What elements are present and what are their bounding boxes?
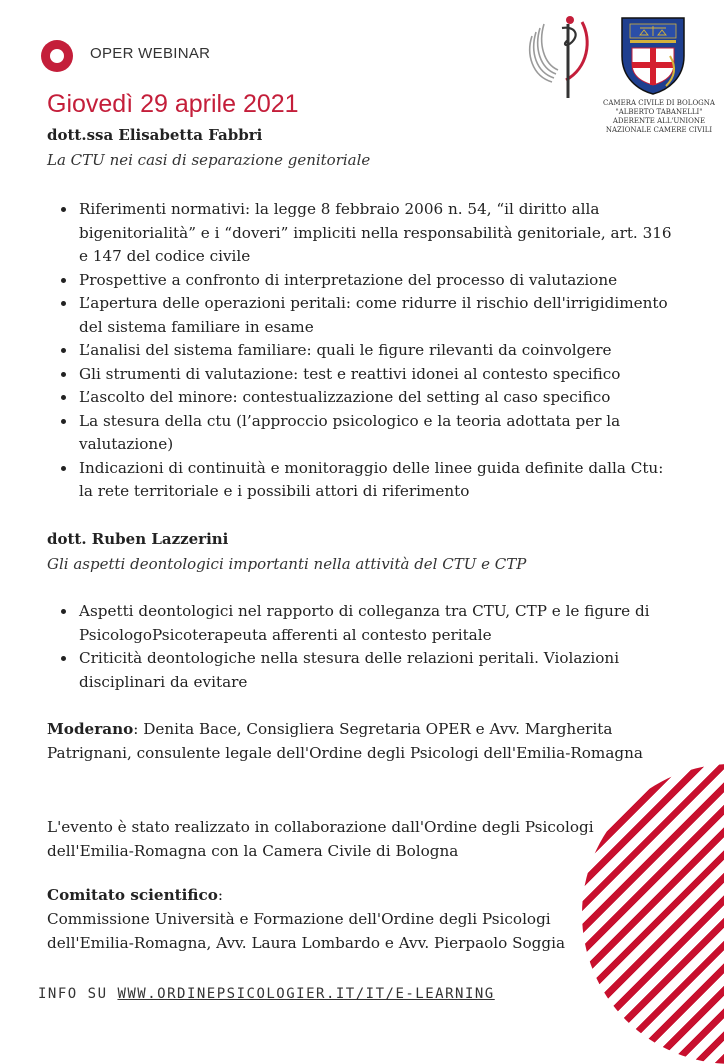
seal-caption-line: NAZIONALE CAMERE CIVILI	[605, 126, 713, 134]
speaker2-name: dott. Ruben Lazzerini	[47, 530, 229, 548]
collaboration-paragraph: L'evento è stato realizzato in collaborazione dall'Ordine degli Psicologi dell'Emilia-Romagna con la Camera Civile di Bologna	[47, 818, 594, 860]
list-item: • L’analisi del sistema familiare: quali le figure rilevanti da coinvolgere	[77, 339, 677, 363]
speaker2-talk-title: Gli aspetti deontologici importanti nella attività del CTU e CTP	[47, 555, 527, 573]
list-item: • La stesura della ctu (l’approccio psicologico e la teoria adottata per la valutazione)	[77, 410, 677, 457]
list-item: • L’ascolto del minore: contestualizzazione del setting al caso specifico	[77, 386, 677, 410]
footer-prefix: INFO SU	[38, 986, 118, 1002]
committee-heading	[47, 883, 607, 907]
seal-caption-line: CAMERA CIVILE DI BOLOGNA	[603, 99, 715, 107]
seal-caption-line: "ALBERTO TABANELLI"	[615, 108, 703, 116]
speaker1-name: dott.ssa Elisabetta Fabbri	[47, 126, 263, 144]
list-item: • Riferimenti normativi: la legge 8 febbraio 2006 n. 54, “il diritto alla bigenitorialità” e i “doveri” impliciti nella responsabilità genitoriale, art. 316 e 147 del codice civile	[77, 198, 677, 269]
footer-info	[38, 986, 495, 1002]
moderators-text: : Denita Bace, Consigliera Segretaria OPER e Avv. Margherita Patrignani, consulente legale dell'Ordine degli Psicologi dell'Emilia-Romagna	[47, 720, 643, 762]
moderators-label: Moderano	[47, 720, 134, 738]
moderators-paragraph	[47, 717, 667, 765]
list-item: • Aspetti deontologici nel rapporto di colleganza tra CTU, CTP e le figure di PsicologoPsicoterapeuta afferenti al contesto peritale	[77, 600, 682, 647]
list-item: • Gli strumenti di valutazione: test e reattivi idonei al contesto specifico	[77, 363, 677, 387]
list-item: • Criticità deontologiche nella stesura delle relazioni peritali. Violazioni disciplinari da evitare	[77, 647, 682, 694]
event-date: Giovedì 29 aprile 2021	[47, 90, 299, 118]
camera-civile-bologna-crest-icon	[620, 16, 686, 96]
seal-caption-line: ADERENTE ALL'UNIONE	[612, 117, 706, 125]
psychologists-order-logo-icon	[522, 14, 594, 100]
committee-suffix: :	[217, 886, 223, 904]
list-item: • L’apertura delle operazioni peritali: come ridurre il rischio dell'irrigidimento del sistema familiare in esame	[77, 292, 677, 339]
e-learning-link[interactable]: WWW.ORDINEPSICOLOGIER.IT/IT/E-LEARNING	[117, 986, 495, 1002]
brand-label: OPER WEBINAR	[90, 45, 211, 62]
list-item: • Prospettive a confronto di interpretazione del processo di valutazione	[77, 269, 677, 293]
committee-text: Commissione Università e Formazione dell'Ordine degli Psicologi dell'Emilia-Romagna, Avv. Laura Lombardo e Avv. Pierpaolo Soggia	[47, 910, 566, 952]
speaker1-topic-list	[47, 198, 677, 504]
list-item: • Indicazioni di continuità e monitoraggio delle linee guida definite dalla Ctu: la rete territoriale e i possibili attori di riferimento	[77, 457, 677, 504]
committee-label: Comitato scientifico	[47, 886, 218, 904]
brand-dot-icon	[41, 40, 73, 72]
speaker1-talk-title: La CTU nei casi di separazione genitoriale	[47, 151, 371, 169]
speaker2-topic-list	[47, 600, 682, 694]
seal-caption	[600, 99, 718, 135]
